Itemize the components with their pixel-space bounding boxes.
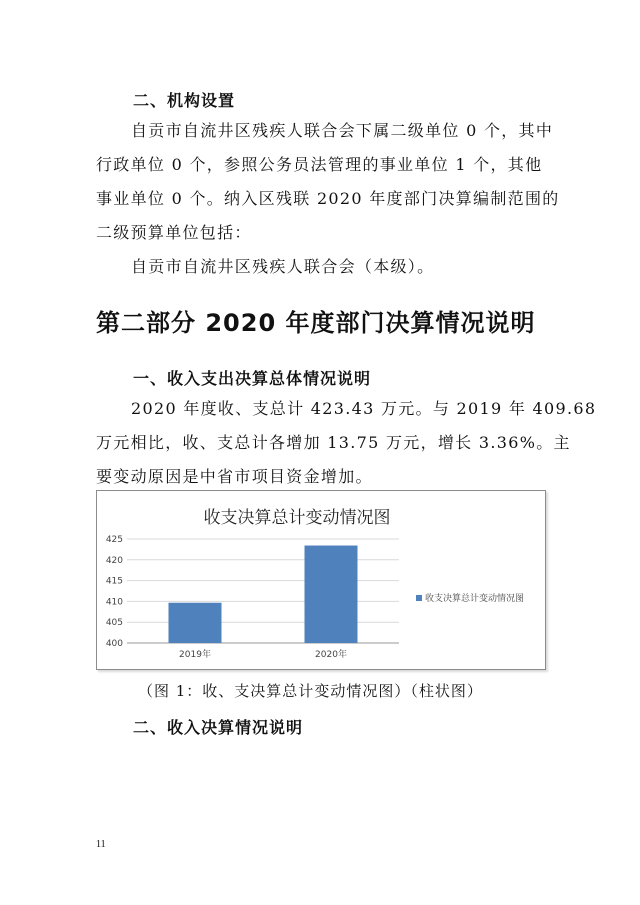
heading-org-setup: 二、机构设置 xyxy=(133,91,236,110)
x-tick-label: 2020年 xyxy=(315,650,347,660)
paragraph-line: 要变动原因是中省市项目资金增加。 xyxy=(96,467,373,486)
legend-label: 收支决算总计变动情况图 xyxy=(425,594,525,604)
chart-gridlines xyxy=(127,539,399,643)
chart-bar-1 xyxy=(169,603,222,643)
paragraph-budget-unit xyxy=(96,250,546,284)
chart-y-tick-labels xyxy=(106,535,123,649)
paragraph-line: 自贡市自流井区残疾人联合会下属二级单位 0 个，其中 xyxy=(131,121,554,140)
part-two-title: 第二部分 2020 年度部门决算情况说明 xyxy=(96,309,536,337)
figure-caption: （图 1：收、支决算总计变动情况图）（柱状图） xyxy=(138,682,483,700)
heading-overview: 一、收入支出决算总体情况说明 xyxy=(133,369,372,388)
paragraph-line: 自贡市自流井区残疾人联合会（本级）。 xyxy=(131,257,435,276)
y-tick-label: 420 xyxy=(105,555,123,566)
chart-title: 收支决算总计变动情况图 xyxy=(203,508,391,528)
heading-income: 二、收入决算情况说明 xyxy=(133,718,304,737)
bar-chart-frame xyxy=(96,490,546,670)
paragraph-org-units xyxy=(96,114,560,250)
paragraph-line: 万元相比，收、支总计各增加 13.75 万元，增长 3.36%。主 xyxy=(96,433,571,452)
paragraph-overview xyxy=(96,392,597,494)
page-number: 11 xyxy=(96,839,106,850)
y-tick-label: 410 xyxy=(105,597,123,608)
bar-chart xyxy=(97,491,545,669)
chart-bar-2 xyxy=(305,546,358,643)
paragraph-line: 行政单位 0 个，参照公务员法管理的事业单位 1 个，其他 xyxy=(96,155,543,174)
legend-swatch xyxy=(416,595,422,601)
x-tick-label: 2019年 xyxy=(179,650,211,660)
paragraph-line: 2020 年度收、支总计 423.43 万元。与 2019 年 409.68 xyxy=(131,399,597,418)
y-tick-label: 415 xyxy=(105,576,123,587)
paragraph-line: 事业单位 0 个。纳入区残联 2020 年度部门决算编制范围的 xyxy=(96,189,560,208)
y-tick-label: 400 xyxy=(105,639,123,649)
paragraph-line: 二级预算单位包括： xyxy=(96,223,252,242)
y-tick-label: 405 xyxy=(105,618,123,629)
y-tick-label: 425 xyxy=(105,535,123,545)
chart-x-tick-labels xyxy=(179,648,347,660)
